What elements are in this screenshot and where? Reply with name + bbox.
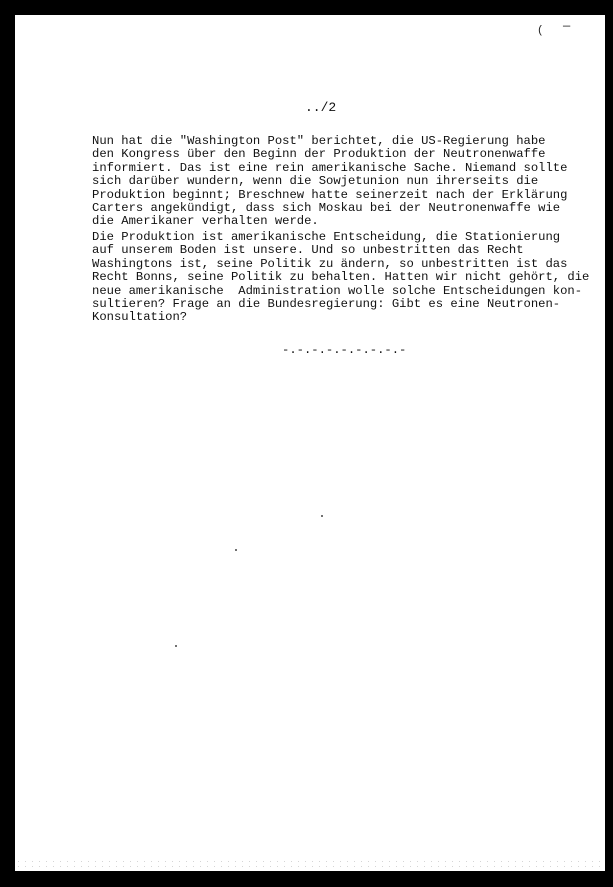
paragraph-1: [92, 135, 592, 229]
paragraph-1-line-2: den Kongress über den Beginn der Produktion der Neutronenwaffe: [92, 147, 546, 162]
paragraph-1-line-7: die Amerikaner verhalten werde.: [92, 214, 319, 229]
end-separator: -.-.-.-.-.-.-.-.-: [282, 343, 407, 357]
paragraph-1-line-5: Produktion beginnt; Breschnew hatte seinerzeit nach der Erklärung: [92, 187, 568, 202]
scan-speck: [175, 645, 177, 647]
paragraph-2: [92, 231, 592, 325]
scan-speck: [235, 549, 237, 551]
scan-noise: [15, 859, 605, 871]
paragraph-2-line-4: Recht Bonns, seine Politik zu behalten. Hatten wir nicht gehört, die: [92, 270, 590, 285]
paragraph-2-line-7: Konsultation?: [92, 310, 188, 325]
paragraph-2-line-1: Die Produktion ist amerikanische Entscheidung, die Stationierung: [92, 230, 561, 244]
paragraph-2-line-5: neue amerikanische Administration wolle solche Entscheidungen kon-: [92, 283, 583, 298]
paragraph-2-line-2: auf unserem Boden ist unsere. Und so unbestritten das Recht: [92, 243, 524, 258]
scan-speck: [321, 515, 323, 517]
page-marker: ../2: [305, 100, 337, 115]
paragraph-1-line-3: informiert. Das ist eine rein amerikanische Sache. Niemand sollte: [92, 160, 568, 175]
document-page: [15, 15, 605, 871]
paragraph-1-line-4: sich darüber wundern, wenn die Sowjetunion nun ihrerseits die: [92, 174, 539, 189]
paragraph-2-line-3: Washingtons ist, seine Politik zu ändern, so unbestritten ist das: [92, 256, 568, 271]
paragraph-2-line-6: sultieren? Frage an die Bundesregierung: Gibt es eine Neutronen-: [92, 297, 561, 312]
paragraph-1-line-1: Nun hat die "Washington Post" berichtet, die US-Regierung habe: [92, 134, 546, 148]
corner-mark-dash: —: [563, 19, 571, 33]
corner-mark-tick: (: [537, 25, 544, 37]
paragraph-1-line-6: Carters angekündigt, dass sich Moskau bei der Neutronenwaffe wie: [92, 201, 561, 216]
